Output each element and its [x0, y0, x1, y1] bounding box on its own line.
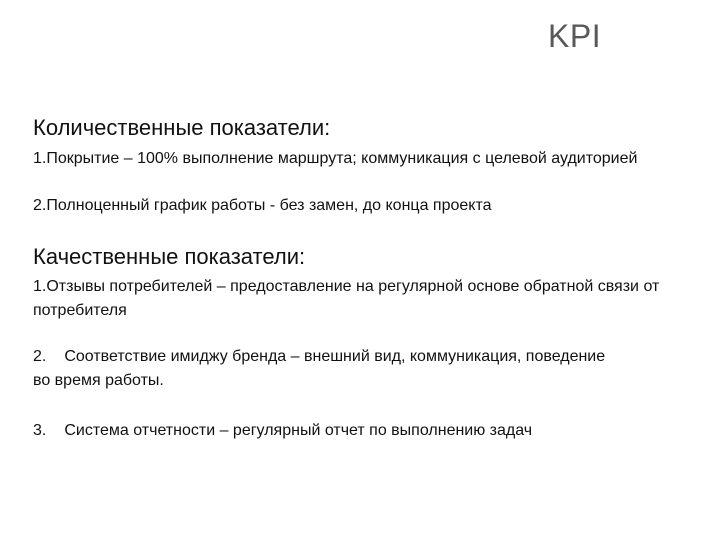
quantitative-item-1: 1.Покрытие – 100% выполнение маршрута; коммуникация с целевой аудиторией	[33, 150, 638, 167]
qualitative-item-3-text: Система отчетности – регулярный отчет по выполнению задач	[64, 422, 533, 439]
quantitative-item-2: 2.Полноценный график работы - без замен, до конца проекта	[33, 197, 492, 214]
qualitative-item-1	[33, 275, 683, 323]
qualitative-item-1-text: Отзывы потребителей – предоставление на регулярной основе обратной связи от потребителя	[33, 278, 660, 319]
qualitative-item-2-number: 2.	[33, 348, 47, 365]
qualitative-heading: Качественные показатели:	[33, 244, 306, 269]
qualitative-item-3-number: 3.	[33, 422, 47, 439]
qualitative-item-1-number: 1.	[33, 278, 47, 295]
qualitative-item-2	[33, 345, 613, 393]
slide-title: KPI	[548, 18, 602, 54]
qualitative-item-3	[33, 419, 693, 443]
quantitative-heading: Количественные показатели:	[33, 115, 331, 140]
qualitative-item-2-text: Соответствие имиджу бренда – внешний вид, коммуникация, поведение во время работы.	[33, 348, 606, 389]
